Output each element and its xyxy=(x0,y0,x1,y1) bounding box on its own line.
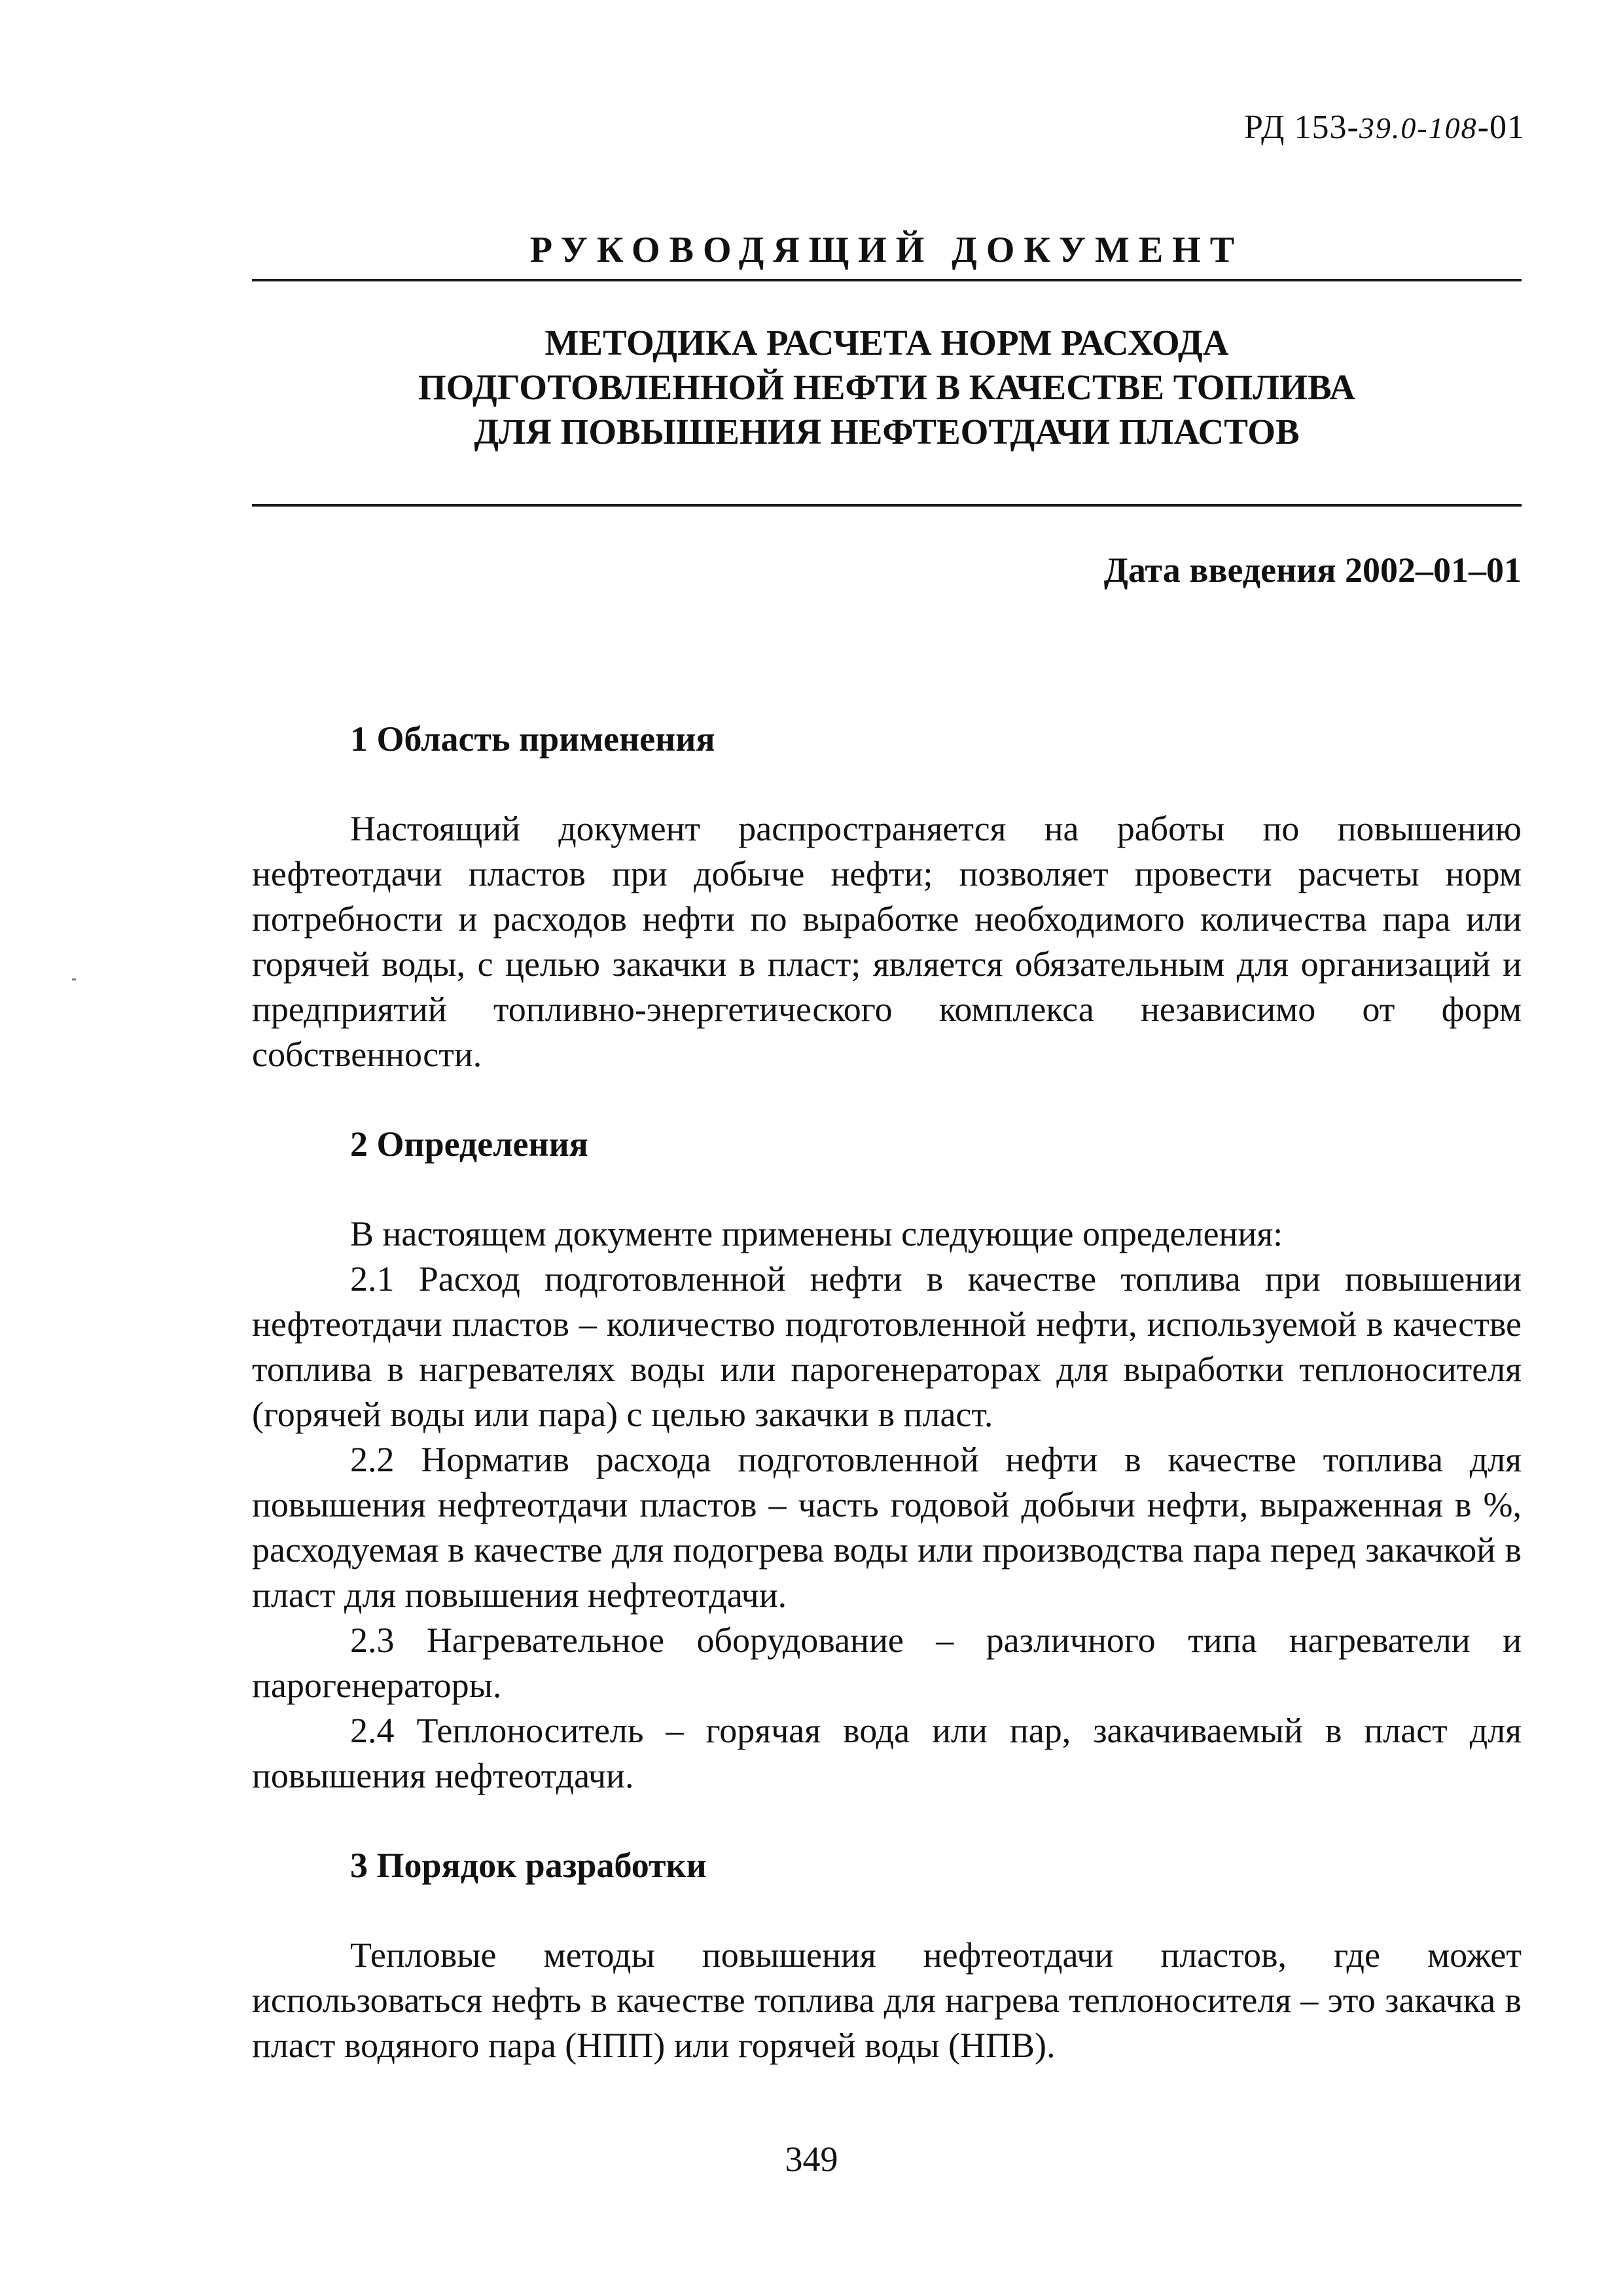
section-heading-procedure: 3 Порядок разработки xyxy=(350,1846,707,1885)
definitions-intro: В настоящем документе применены следующие определения: xyxy=(350,1214,1283,1253)
procedure-paragraph: Тепловые методы повышения нефтеотдачи пластов, где может использоваться нефть в качестве топлива для нагрева теплоносителя – это закачка в пласт водяного пара (НПП) или горячей воды (НПВ). xyxy=(252,1935,1522,2065)
document-code-suffix: -01 xyxy=(1477,109,1525,146)
scan-speck xyxy=(72,978,76,980)
document-code-prefix: РД 153- xyxy=(1244,109,1359,146)
scope-paragraph: Настоящий документ распространяется на работы по повышению нефтеотдачи пластов при добыче нефти; позволяет провести расчеты норм потребности и расходов нефти по выработке необходимого количества пара или горячей воды, с целью закачки в пласт; является обязательным для организаций и предприятий топливно-энергетического комплекса независимо от форм собственности. xyxy=(252,809,1522,1074)
title-line: ДЛЯ ПОВЫШЕНИЯ НЕФТЕОТДАЧИ ПЛАСТОВ xyxy=(474,412,1300,452)
top-divider xyxy=(252,279,1522,281)
title-divider xyxy=(252,504,1522,507)
document-code xyxy=(1244,108,1525,147)
page-number: 349 xyxy=(785,2140,838,2179)
definition-2-4: 2.4 Теплоноситель – горячая вода или пар, закачиваемый в пласт для повышения нефтеотдачи. xyxy=(252,1711,1522,1795)
title-line: МЕТОДИКА РАСЧЕТА НОРМ РАСХОДА xyxy=(544,323,1229,363)
document-type-heading: РУКОВОДЯЩИЙ ДОКУМЕНТ xyxy=(529,230,1244,270)
section-heading-scope: 1 Область применения xyxy=(350,719,715,759)
definition-2-3: 2.3 Нагревательное оборудование – различного типа нагреватели и парогенераторы. xyxy=(252,1621,1522,1705)
introduction-date: Дата введения 2002–01–01 xyxy=(1103,550,1522,590)
document-code-handwritten: 39.0-108 xyxy=(1359,111,1478,145)
document-title xyxy=(252,321,1522,454)
definition-2-2: 2.2 Норматив расхода подготовленной нефти в качестве топлива для повышения нефтеотдачи пластов – часть годовой добычи нефти, выраженная в %, расходуемая в качестве для подогрева воды или производства пара перед закачкой в пласт для повышения нефтеотдачи. xyxy=(252,1440,1522,1615)
section-heading-definitions: 2 Определения xyxy=(350,1124,588,1164)
definition-2-1: 2.1 Расход подготовленной нефти в качестве топлива при повышении нефтеотдачи пластов – количество подготовленной нефти, используемой в качестве топлива в нагревателях воды или парогенераторах для выработки теплоносителя (горячей воды или пара) с целью закачки в пласт. xyxy=(252,1259,1522,1434)
document-body xyxy=(252,717,1522,2068)
title-line: ПОДГОТОВЛЕННОЙ НЕФТИ В КАЧЕСТВЕ ТОПЛИВА xyxy=(418,367,1355,407)
